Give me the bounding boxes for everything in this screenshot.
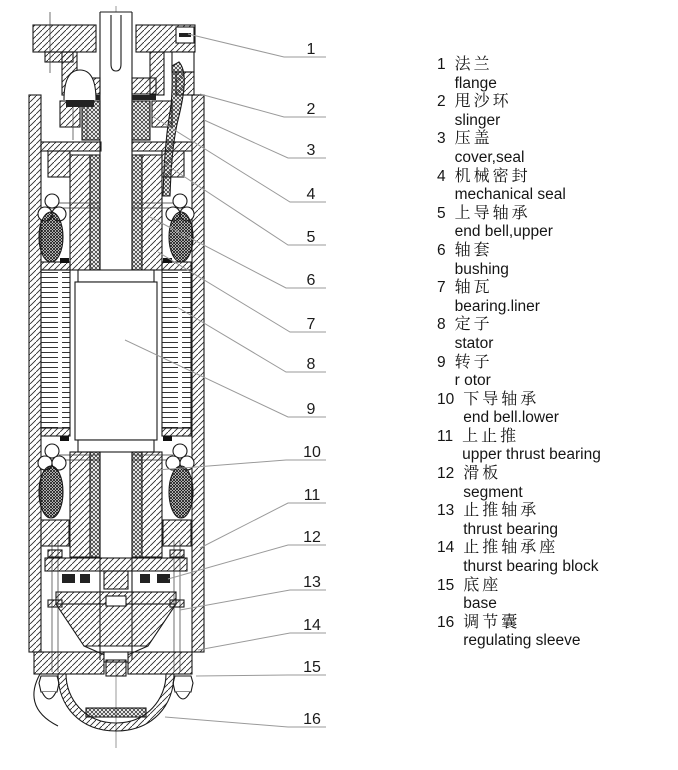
callout-number: 11 xyxy=(303,487,321,504)
part-number: 3 xyxy=(437,130,446,148)
leader-line xyxy=(165,717,326,727)
part-item xyxy=(437,502,675,539)
part-name-en: mechanical seal xyxy=(454,186,566,204)
rotor-body xyxy=(75,282,157,440)
bearing-liner-right xyxy=(132,155,142,270)
part-name-en: flange xyxy=(454,74,497,92)
parts-list xyxy=(437,56,675,651)
segment-pad xyxy=(62,574,75,583)
part-name-en: stator xyxy=(454,334,494,352)
part-number: 12 xyxy=(437,465,455,483)
part-item xyxy=(437,242,675,279)
part-number: 11 xyxy=(437,427,454,445)
part-number: 1 xyxy=(437,56,446,73)
part-item xyxy=(437,279,675,316)
rotor-section xyxy=(75,270,157,452)
callout-number: 5 xyxy=(306,229,316,246)
part-item xyxy=(437,577,675,614)
part-name-zh: 止推轴承座 xyxy=(463,539,559,557)
part-name-zh: 压盖 xyxy=(454,130,493,148)
part-item xyxy=(437,93,675,130)
callout-number: 4 xyxy=(306,186,316,203)
callout-number: 1 xyxy=(306,41,316,58)
hex-bolt-right xyxy=(173,676,193,692)
seal-cover-right xyxy=(132,78,156,94)
stator-laminations-right xyxy=(162,270,191,428)
hex-bolt-left xyxy=(39,676,59,692)
part-name-en: regulating sleeve xyxy=(463,632,581,650)
thrust-bearing-block xyxy=(56,604,176,646)
part-item xyxy=(437,391,675,428)
part-item xyxy=(437,168,675,205)
part-number: 14 xyxy=(437,539,455,557)
part-number: 13 xyxy=(437,502,455,520)
part-name-en: end bell,upper xyxy=(454,223,553,241)
part-name-zh: 轴瓦 xyxy=(454,279,493,297)
leader-line xyxy=(188,34,326,57)
callout-number: 8 xyxy=(306,356,316,373)
part-name-en: upper thrust bearing xyxy=(462,446,601,464)
callout-number: 3 xyxy=(306,142,316,159)
part-item xyxy=(437,354,675,391)
part-name-en: base xyxy=(463,595,497,613)
part-name-en: end bell.lower xyxy=(463,409,559,427)
part-name-zh: 定子 xyxy=(454,316,493,334)
part-name-zh: 调节囊 xyxy=(463,613,521,631)
part-item xyxy=(437,130,675,167)
part-number: 7 xyxy=(437,279,446,297)
part-number: 8 xyxy=(437,316,446,334)
part-name-zh: 滑板 xyxy=(463,465,502,483)
part-item xyxy=(437,539,675,576)
seal-spring-right xyxy=(132,101,150,140)
segment-pad xyxy=(80,574,90,583)
part-name-zh: 下导轴承 xyxy=(463,390,540,408)
part-number: 4 xyxy=(437,167,446,185)
part-number: 9 xyxy=(437,353,446,371)
callout-number: 10 xyxy=(303,444,321,461)
part-name-en: bushing xyxy=(454,260,509,278)
part-name-en: segment xyxy=(463,483,523,501)
part-number: 2 xyxy=(437,93,446,111)
part-name-en: thurst bearing block xyxy=(463,558,599,576)
part-name-zh: 上导轴承 xyxy=(454,204,531,222)
regulating-sleeve xyxy=(86,708,146,717)
part-item xyxy=(437,465,675,502)
part-item xyxy=(437,614,675,651)
part-name-zh: 止推轴承 xyxy=(463,502,540,520)
callout-number: 7 xyxy=(306,316,316,333)
callout-number: 16 xyxy=(303,711,321,728)
part-number: 5 xyxy=(437,204,446,222)
part-name-en: cover,seal xyxy=(454,148,525,166)
upper-thrust-plate xyxy=(45,558,187,571)
callout-number: 13 xyxy=(303,574,321,591)
part-name-zh: 转子 xyxy=(454,353,493,371)
part-name-zh: 甩沙环 xyxy=(454,93,512,111)
part-name-en: bearing.liner xyxy=(454,297,540,315)
part-item xyxy=(437,56,675,93)
segment-pad xyxy=(140,574,150,583)
part-name-zh: 上止推 xyxy=(462,427,520,445)
callout-number: 14 xyxy=(303,617,321,634)
casing-wall-right xyxy=(192,95,204,652)
callout-numbers xyxy=(303,41,321,728)
bushing-left xyxy=(70,155,90,270)
part-item xyxy=(437,205,675,242)
stator-laminations-left xyxy=(41,270,70,428)
part-number: 16 xyxy=(437,613,455,631)
callout-number: 15 xyxy=(303,659,321,676)
part-name-zh: 底座 xyxy=(463,576,502,594)
part-name-zh: 机械密封 xyxy=(454,167,531,185)
part-number: 15 xyxy=(437,576,455,594)
callout-number: 12 xyxy=(303,529,321,546)
callout-number: 9 xyxy=(306,401,316,418)
part-item xyxy=(437,428,675,465)
part-number: 6 xyxy=(437,241,446,259)
callout-number: 6 xyxy=(306,272,316,289)
part-name-en: slinger xyxy=(454,111,501,129)
part-name-en: thrust bearing xyxy=(463,520,559,538)
part-item xyxy=(437,316,675,353)
leader-line xyxy=(198,633,326,650)
bearing-liner-left xyxy=(90,155,100,270)
part-name-zh: 法兰 xyxy=(454,56,493,73)
callout-number: 2 xyxy=(306,101,316,118)
slinger-right xyxy=(132,95,156,100)
center-nut xyxy=(106,660,126,676)
part-name-zh: 轴套 xyxy=(454,241,493,259)
part-name-en: r otor xyxy=(454,372,491,390)
casing-wall-left xyxy=(29,95,41,652)
part-number: 10 xyxy=(437,390,455,408)
